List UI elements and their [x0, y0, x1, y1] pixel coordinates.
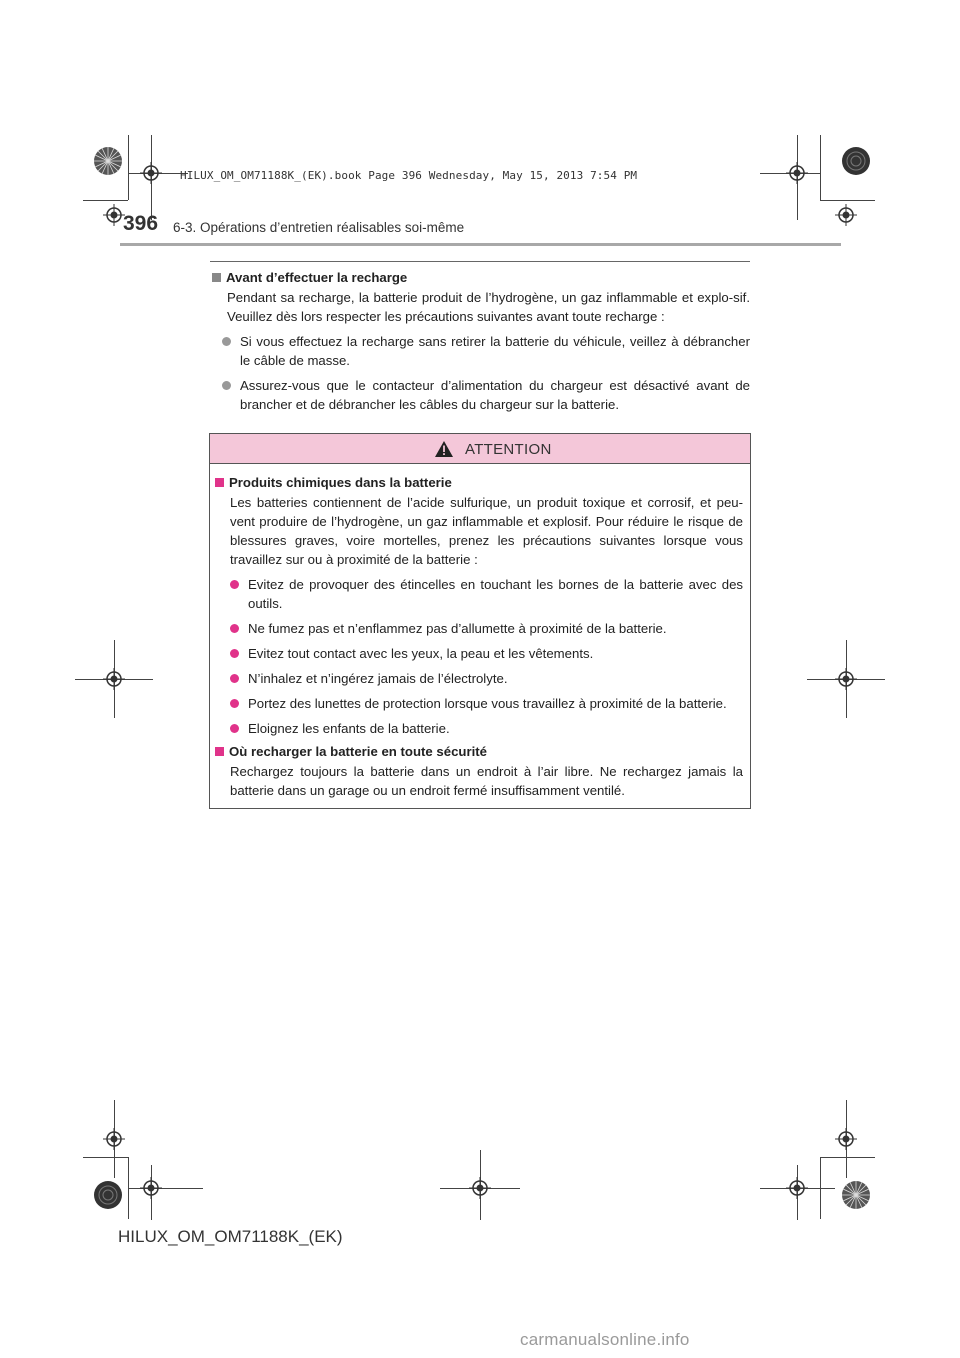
watermark: carmanualsonline.info [520, 1330, 690, 1349]
crosshair-icon [140, 162, 162, 184]
list-item: Eloignez les enfants de la batterie. [230, 719, 743, 738]
warning-box [209, 433, 751, 809]
registration-rosette-icon [93, 1180, 123, 1210]
footer-code: HILUX_OM_OM71188K_(EK) [118, 1227, 343, 1246]
crosshair-icon [786, 1177, 808, 1199]
book-stamp: HILUX_OM_OM71188K_(EK).book Page 396 Wednesday, May 15, 2013 7:54 PM [180, 169, 638, 182]
crosshair-icon [786, 162, 808, 184]
crosshair-icon [103, 1128, 125, 1150]
warning-triangle-icon [435, 441, 453, 457]
list-item: Evitez de provoquer des étincelles en touchant les bornes de la batterie avec des outils. [230, 575, 743, 613]
crosshair-icon [140, 1177, 162, 1199]
square-bullet-icon [212, 273, 221, 282]
intro-paragraph: Pendant sa recharge, la batterie produit de l’hydrogène, un gaz inflammable et explo-sif. Veuillez dès lors respecter les précautions suivantes avant toute recharge : [227, 290, 750, 324]
list-item: Ne fumez pas et n’enflammez pas d’allumette à proximité de la batterie. [230, 619, 743, 638]
warning-body [215, 475, 743, 806]
circle-bullet-icon [230, 699, 239, 708]
page-number: 396 [123, 212, 159, 235]
circle-bullet-icon [230, 624, 239, 633]
list-item: Evitez tout contact avec les yeux, la peau et les vêtements. [230, 644, 743, 663]
warning-title: ATTENTION [465, 441, 552, 458]
list-item: N’inhalez et n’ingérez jamais de l’électrolyte. [230, 669, 743, 688]
circle-bullet-icon [230, 674, 239, 683]
circle-bullet-icon [222, 381, 231, 390]
registration-rosette-icon [93, 146, 123, 176]
warning-header [210, 434, 750, 464]
warning-paragraph: Les batteries contiennent de l’acide sulfurique, un produit toxique et corrosif, et peu-vent produire de l’hydrogène, un gaz inflammable et explosif. Pour réduire le risque de blessures graves, voire mortelles, prenez les précautions suivantes lorsque vous travaillez sur ou à proximité de la batterie : [230, 495, 743, 567]
section-title: 6-3. Opérations d’entretien réalisables soi-même [173, 220, 465, 235]
circle-bullet-icon [230, 649, 239, 658]
main-content [212, 270, 750, 420]
crosshair-icon [469, 1177, 491, 1199]
header-rule [120, 243, 841, 246]
circle-bullet-icon [222, 337, 231, 346]
list-item: Portez des lunettes de protection lorsque vous travaillez à proximité de la batterie. [230, 694, 743, 713]
crosshair-icon [103, 668, 125, 690]
crosshair-icon [835, 1128, 857, 1150]
circle-bullet-icon [230, 724, 239, 733]
square-bullet-icon [215, 747, 224, 756]
circle-bullet-icon [230, 580, 239, 589]
crosshair-icon [103, 204, 125, 226]
square-bullet-icon [215, 478, 224, 487]
warning-paragraph: Rechargez toujours la batterie dans un endroit à l’air libre. Ne rechargez jamais la batterie dans un garage ou un endroit fermé insuffisamment ventilé. [230, 764, 743, 798]
crosshair-icon [835, 668, 857, 690]
warning-heading: Produits chimiques dans la batterie [215, 475, 743, 490]
warning-heading: Où recharger la batterie en toute sécurité [215, 744, 743, 759]
crosshair-icon [835, 204, 857, 226]
content-rule [210, 261, 750, 262]
list-item: Assurez-vous que le contacteur d’alimentation du chargeur est désactivé avant de brancher et de débrancher les câbles du chargeur sur la batterie. [222, 376, 750, 414]
registration-rosette-icon [841, 146, 871, 176]
list-item: Si vous effectuez la recharge sans retirer la batterie du véhicule, veillez à débrancher le câble de masse. [222, 332, 750, 370]
registration-rosette-icon [841, 1180, 871, 1210]
section-heading: Avant d’effectuer la recharge [212, 270, 750, 285]
